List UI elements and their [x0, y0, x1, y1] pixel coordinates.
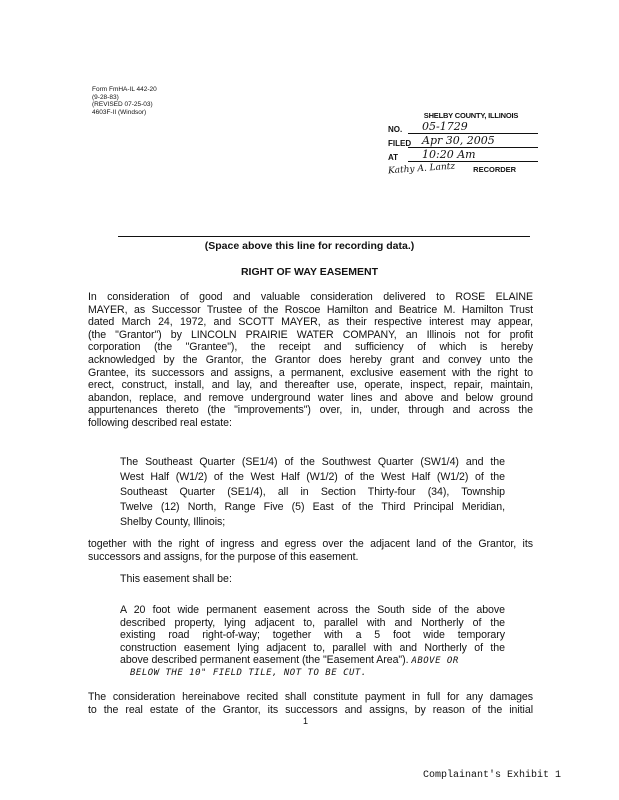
text-line: together with the right of ingress and egress over the adjacent land of the Grantor, its — [88, 538, 533, 550]
recording-space-note: (Space above this line for recording data.) — [204, 240, 415, 252]
text-line: In consideration of good and valuable consideration delivered to ROSE ELAINE — [88, 291, 533, 303]
text-line: acknowledged by the Grantor, the Grantor does hereby grant and convey unto the — [88, 353, 533, 366]
stamp-filed-value: Apr 30, 2005 — [408, 135, 538, 148]
stamp-number-row — [388, 120, 538, 134]
easement-terms — [120, 604, 505, 680]
text-line: described property, lying adjacent to, parallel with and Northerly of the — [120, 616, 505, 629]
stamp-at-value: 10:20 Am — [408, 149, 538, 162]
stamp-filed-label: FILED — [388, 139, 412, 148]
stamp-signature-row — [387, 161, 538, 177]
text-line: Southeast Quarter (SE1/4), all in Section Thirty-four (34), Township — [120, 486, 505, 498]
text-line: A 20 foot wide permanent easement across the South side of the above — [120, 604, 505, 616]
damages-paragraph — [88, 691, 533, 716]
recorder-stamp — [387, 111, 538, 177]
text-line: Grantee, its successors and assigns, a permanent, exclusive easement with the right to — [88, 366, 533, 379]
text-line: The consideration hereinabove recited shall constitute payment in full for any damages — [88, 691, 533, 703]
stamp-county: SHELBY COUNTY, ILLINOIS — [423, 111, 519, 120]
exhibit-label: Complainant's Exhibit 1 — [423, 770, 562, 781]
text-line: MAYER, as Successor Trustee of the Roscoe Hamilton and Beatrice M. Hamilton Trust — [88, 303, 533, 316]
text-line: West Half (W1/2) of the West Half (W1/2) of the West Half (W1/2) of the — [120, 471, 505, 483]
form-date: (9-28-83) — [92, 93, 119, 101]
stamp-filed-row — [388, 134, 538, 148]
handwritten-note: BELOW THE 10" FIELD TILE, NOT TO BE CUT. — [130, 667, 367, 678]
text-line: Shelby County, Illinois; — [120, 516, 226, 528]
text-line: to the real estate of the Grantor, its successors and assigns, by reason of the initial — [88, 703, 533, 716]
easement-intro: This easement shall be: — [120, 573, 232, 585]
text-line: dated March 24, 1972, and SCOTT MAYER, as their respective interest may appear, — [88, 316, 533, 329]
stamp-number-value: 05-1729 — [408, 121, 538, 134]
text-line: erect, construct, install, and lay, and thereafter use, operate, inspect, repair, maintain, — [88, 379, 533, 392]
stamp-number-label: NO. — [388, 125, 403, 134]
form-header — [92, 86, 157, 116]
form-code: 4603F-II (Windsor) — [92, 108, 147, 116]
text-line: (the "Grantor") by LINCOLN PRAIRIE WATER COMPANY, an Illinois not for profit — [88, 328, 533, 341]
recorder-signature: Kathy A. Lantz — [387, 161, 456, 177]
text-line: following described real estate: — [88, 416, 232, 429]
text-line: Twelve (12) North, Range Five (5) East of the Third Principal Meridian, — [120, 501, 505, 513]
stamp-at-label: AT — [388, 153, 399, 162]
form-revised: (REVISED 07-25-03) — [92, 101, 153, 108]
text-line: The Southeast Quarter (SE1/4) of the Southwest Quarter (SW1/4) and the — [120, 456, 505, 468]
ingress-paragraph — [88, 538, 533, 563]
text-line: abandon, replace, and remove underground water lines and above and below ground — [88, 391, 533, 404]
recorder-label: RECORDER — [473, 165, 517, 174]
handwritten-note: ABOVE OR — [411, 656, 459, 667]
consideration-paragraph — [88, 291, 533, 430]
easement-last-line: above described permanent easement (the "Easement Area"). — [120, 654, 409, 667]
legal-description — [120, 455, 505, 530]
page-number: 1 — [303, 716, 309, 726]
text-line: successors and assigns, for the purpose of this easement. — [88, 550, 359, 563]
text-line: corporation (the "Grantee"), the receipt and sufficiency of which is hereby — [88, 341, 533, 354]
text-line — [120, 654, 505, 667]
form-number: Form FmHA-IL 442-20 — [92, 86, 157, 93]
recording-divider — [118, 236, 530, 237]
text-line: appurtenances thereto (the "improvements") over, in, under, through and across the — [88, 404, 533, 417]
text-line: existing road right-of-way; together with a 5 foot wide temporary — [120, 629, 505, 642]
stamp-at-row — [388, 148, 538, 162]
text-line: construction easement lying adjacent to, parallel with and Northerly of the — [120, 641, 505, 654]
document-title: RIGHT OF WAY EASEMENT — [240, 266, 379, 278]
